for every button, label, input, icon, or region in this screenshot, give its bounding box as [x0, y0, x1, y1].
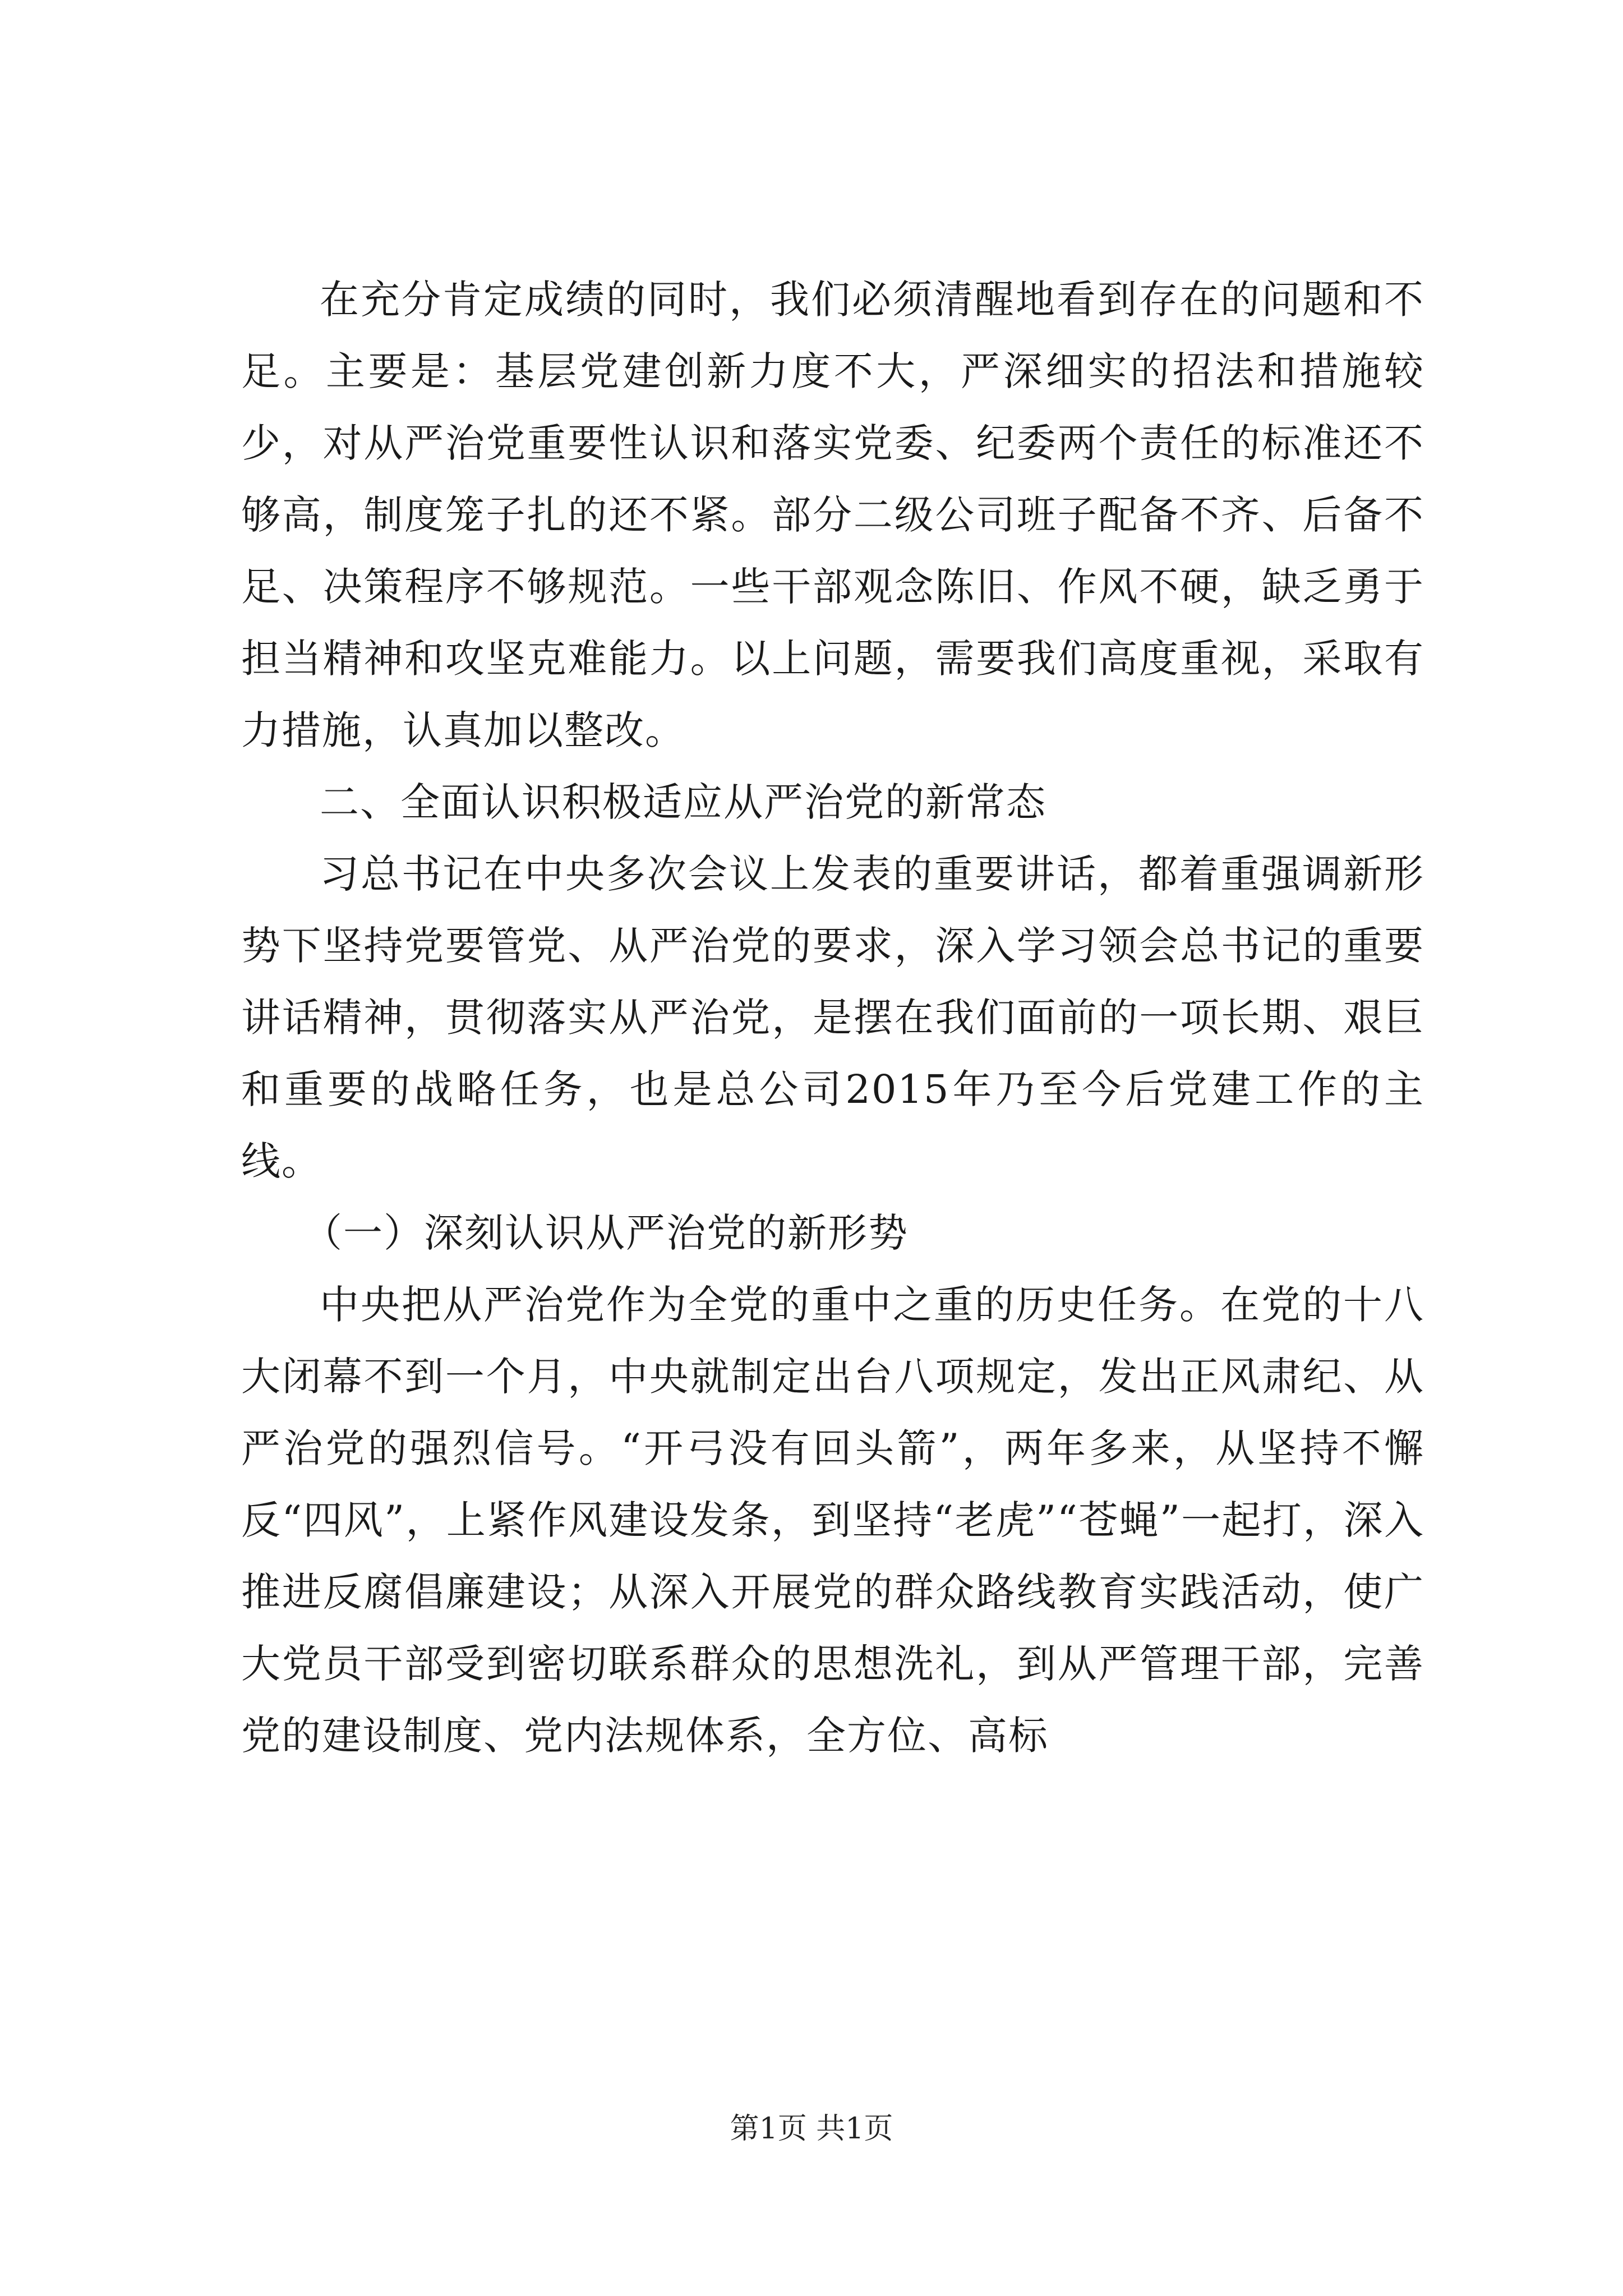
paragraph-speech: 习总书记在中央多次会议上发表的重要讲话，都着重强调新形势下坚持党要管党、从严治党的要求，深入学习领会总书记的重要讲话精神，贯彻落实从严治党，是摆在我们面前的一项长期、艰巨和重要的战略任务，也是总公司2015年乃至今后党建工作的主线。 [241, 851, 1424, 1184]
subsection-heading-1: （一）深刻认识从严治党的新形势 [303, 1210, 909, 1256]
paragraph-problems: 在充分肯定成绩的同时，我们必须清醒地看到存在的问题和不足。主要是：基层党建创新力度不大，严深细实的招法和措施较少，对从严治党重要性认识和落实党委、纪委两个责任的标准还不够高，制度笼子扎的还不紧。部分二级公司班子配备不齐、后备不足、决策程序不够规范。一些干部观念陈旧、作风不硬，缺乏勇于担当精神和攻坚克难能力。以上问题，需要我们高度重视，采取有力措施，认真加以整改。 [241, 277, 1424, 753]
section-heading-2: 二、全面认识积极适应从严治党的新常态 [320, 779, 1046, 825]
page-footer [0, 2109, 1623, 2148]
page-number-label: 第1页 共1页 [730, 2112, 893, 2146]
paragraph-central: 中央把从严治党作为全党的重中之重的历史任务。在党的十八大闭幕不到一个月，中央就制定出台八项规定，发出正风肃纪、从严治党的强烈信号。“开弓没有回头箭”，两年多来，从坚持不懈反“四风”，上紧作风建设发条，到坚持“老虎”“苍蝇”一起打，深入推进反腐倡廉建设；从深入开展党的群众路线教育实践活动，使广大党员干部受到密切联系群众的思想洗礼，到从严管理干部，完善党的建设制度、党内法规体系，全方位、高标 [241, 1282, 1424, 1759]
document-body [241, 264, 1424, 1772]
